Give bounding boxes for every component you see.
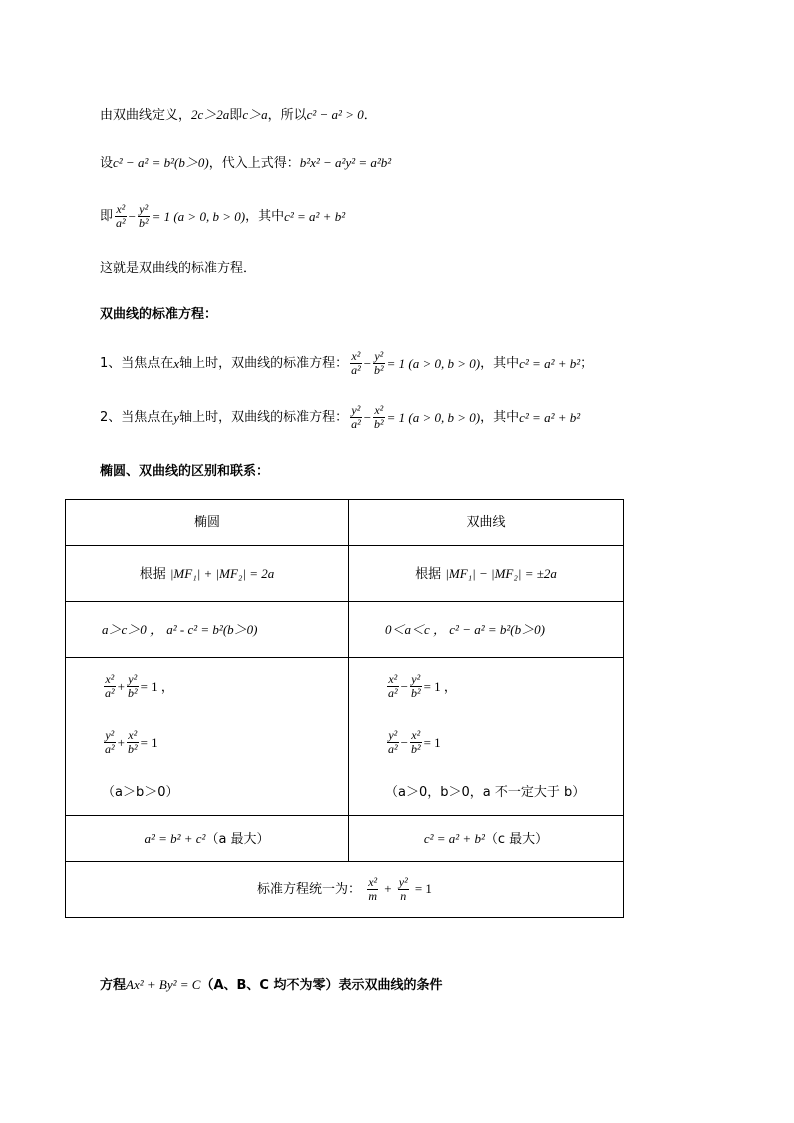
formula: c＞a xyxy=(242,107,268,122)
table-cell: $\frac{\text{x²}}{\text{a²}}$ − $\frac{\text{y²}}{\text{b²}}$ = 1 ， $\frac{\text{y²}}{\text{a²}}$ − $\frac{\text{x²}}{\text{b²}}$ = 1 （a＞0，b＞0，a 不一定大于 b） xyxy=(349,658,624,816)
formula: c² = a² + b² xyxy=(519,356,581,371)
table-row xyxy=(66,546,624,602)
operator: − xyxy=(363,356,372,371)
fraction: $\frac{\text{x²}}{\text{a²}}$ xyxy=(351,349,361,377)
formula: 2c＞2a xyxy=(191,107,230,122)
text: 即 xyxy=(229,108,243,123)
text: ，所以 xyxy=(267,108,307,123)
text: ，代入上式得： xyxy=(208,156,300,171)
axis-variable: x xyxy=(173,356,180,371)
list-item-y-axis xyxy=(100,404,580,431)
text: 1、当焦点在 xyxy=(100,356,174,371)
table-row xyxy=(66,816,624,862)
table-cell: a² = b² + c²（a 最大） xyxy=(66,816,349,862)
paragraph-standard-equation xyxy=(100,203,345,230)
text: 轴上时，双曲线的标准方程： xyxy=(179,356,349,371)
fraction: $\frac{\text{x²}}{\text{a²}}$ xyxy=(116,202,126,230)
formula: c² − a² = b²(b＞0) xyxy=(113,155,209,170)
text: 2、当焦点在 xyxy=(100,410,174,425)
axis-variable: y xyxy=(173,410,180,425)
table-cell: 根据 |MF₁| − |MF₂| = ±2a xyxy=(349,546,624,602)
formula: = 1 (a > 0, b > 0) xyxy=(386,356,481,371)
text: 设 xyxy=(100,156,114,171)
heading-comparison: 椭圆、双曲线的区别和联系： xyxy=(100,464,270,479)
formula: c² = a² + b² xyxy=(519,410,581,425)
paragraph-conclusion: 这就是双曲线的标准方程． xyxy=(100,261,257,276)
operator: − xyxy=(128,209,136,224)
formula: b²x² − a²y² = a²b² xyxy=(299,155,392,170)
table-row xyxy=(66,658,624,816)
operator: − xyxy=(363,410,372,425)
table-header-ellipse: 椭圆 xyxy=(66,500,349,546)
formula: c² = a² + b² xyxy=(284,209,346,224)
table-header-hyperbola: 双曲线 xyxy=(349,500,624,546)
table-cell: $\frac{\text{x²}}{\text{a²}}$ + $\frac{\text{y²}}{\text{b²}}$ = 1 ， $\frac{\text{y²}}{\text{a²}}$ + $\frac{\text{x²}}{\text{b²}}$ = 1 （a＞b＞0） xyxy=(66,658,349,816)
table-cell: c² = a² + b²（c 最大） xyxy=(349,816,624,862)
table-row xyxy=(66,500,624,546)
table-cell: a＞c＞0 ， a² - c² = b²(b＞0) xyxy=(66,602,349,658)
text: ，其中 xyxy=(480,356,520,371)
list-item-x-axis xyxy=(100,350,593,377)
formula: c² − a² > 0 xyxy=(306,107,364,122)
table-row xyxy=(66,862,624,918)
table-cell-unified: 标准方程统一为： $\frac{\text{x²}}{m}$ + $\frac{\text{y²}}{n}$ = 1 xyxy=(66,862,624,918)
table-row xyxy=(66,602,624,658)
text: 轴上时，双曲线的标准方程： xyxy=(179,410,349,425)
text: ． xyxy=(363,108,377,123)
text: 由双曲线定义， xyxy=(100,108,192,123)
text: 即 xyxy=(100,209,114,224)
formula: = 1 (a > 0, b > 0) xyxy=(151,209,246,224)
fraction: $\frac{\text{y²}}{\text{b²}}$ xyxy=(374,349,384,377)
formula: = 1 (a > 0, b > 0) xyxy=(386,410,481,425)
comparison-table xyxy=(65,499,624,918)
table-cell: 0＜a＜c ， c² − a² = b²(b＞0) xyxy=(349,602,624,658)
heading-standard-equation: 双曲线的标准方程： xyxy=(100,307,218,322)
paragraph-definition xyxy=(100,108,377,122)
fraction: $\frac{\text{x²}}{\text{b²}}$ xyxy=(374,403,384,431)
text: ，其中 xyxy=(245,209,285,224)
table-cell: 根据 |MF₁| + |MF₂| = 2a xyxy=(66,546,349,602)
text: ； xyxy=(580,356,594,371)
paragraph-substitution xyxy=(100,156,391,170)
fraction: $\frac{\text{y²}}{\text{a²}}$ xyxy=(351,403,361,431)
text: ，其中 xyxy=(480,410,520,425)
fraction: $\frac{\text{y²}}{\text{b²}}$ xyxy=(138,202,149,230)
heading-condition: 方程Ax² + By² = C（A、B、C 均不为零）表示双曲线的条件 xyxy=(100,977,443,993)
